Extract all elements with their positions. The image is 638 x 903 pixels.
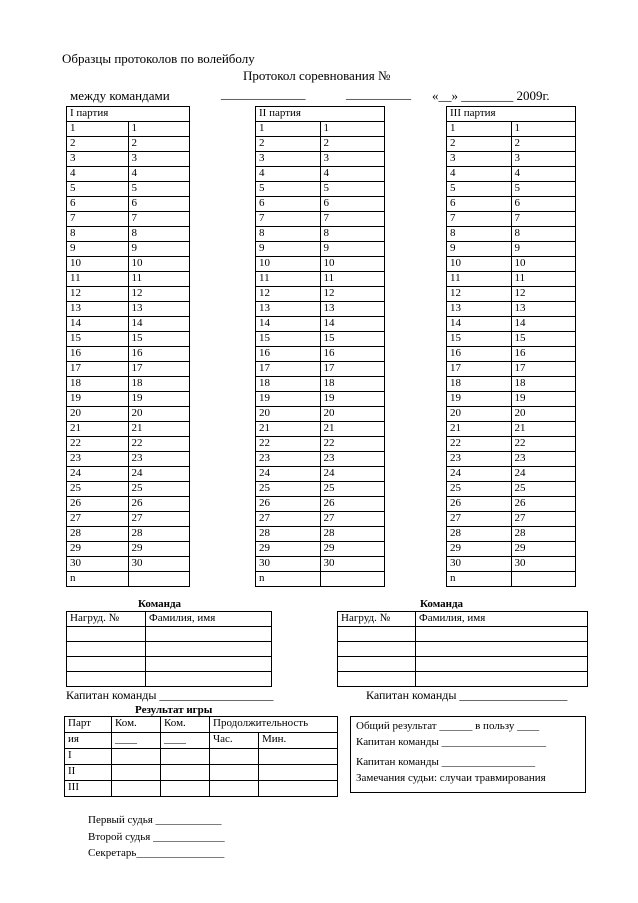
party-header: I партия bbox=[67, 107, 190, 122]
team-a-point[interactable]: 10 bbox=[67, 257, 129, 272]
team-cell[interactable] bbox=[338, 672, 416, 687]
second-judge: Второй судья _____________ bbox=[88, 831, 225, 843]
team-a-point[interactable]: 18 bbox=[256, 377, 321, 392]
team-b-point[interactable]: 20 bbox=[511, 407, 576, 422]
team-cell[interactable] bbox=[416, 672, 588, 687]
team-b-point[interactable]: 7 bbox=[128, 212, 190, 227]
team-table-right bbox=[337, 611, 588, 687]
team-b-point[interactable]: 6 bbox=[511, 197, 576, 212]
team-cell[interactable] bbox=[338, 642, 416, 657]
team-a-point[interactable]: 18 bbox=[67, 377, 129, 392]
team-a-point[interactable]: 10 bbox=[447, 257, 512, 272]
team-b-point[interactable]: 13 bbox=[320, 302, 385, 317]
team-b-point[interactable]: 28 bbox=[128, 527, 190, 542]
team-b-point[interactable]: 27 bbox=[320, 512, 385, 527]
team-a-point[interactable]: 28 bbox=[256, 527, 321, 542]
team-a-point[interactable]: 14 bbox=[447, 317, 512, 332]
team-a-point[interactable]: 17 bbox=[256, 362, 321, 377]
result-cell[interactable] bbox=[210, 765, 259, 781]
team-a-point[interactable]: 14 bbox=[67, 317, 129, 332]
party-header: III партия bbox=[447, 107, 576, 122]
team-a-point[interactable]: 30 bbox=[256, 557, 321, 572]
team-b-point[interactable]: 13 bbox=[511, 302, 576, 317]
team-b-point[interactable]: 23 bbox=[320, 452, 385, 467]
team-b-point[interactable]: 26 bbox=[128, 497, 190, 512]
team-b-point[interactable]: 1 bbox=[320, 122, 385, 137]
team-b-point[interactable]: 7 bbox=[320, 212, 385, 227]
team-b-point[interactable]: 3 bbox=[511, 152, 576, 167]
team-a-point[interactable]: 21 bbox=[256, 422, 321, 437]
team-a-point[interactable]: 22 bbox=[67, 437, 129, 452]
team-a-point[interactable]: 4 bbox=[67, 167, 129, 182]
first-judge: Первый судья ____________ bbox=[88, 814, 222, 826]
team-a-point[interactable]: 20 bbox=[447, 407, 512, 422]
party-table-1 bbox=[66, 106, 190, 587]
summary-captain-2: Капитан команды _________________ bbox=[356, 756, 536, 768]
team-a-point[interactable]: 19 bbox=[447, 392, 512, 407]
team-a-point[interactable]: 25 bbox=[67, 482, 129, 497]
team-b-point[interactable]: 22 bbox=[320, 437, 385, 452]
team-a-point[interactable]: 20 bbox=[67, 407, 129, 422]
team-a-point[interactable]: 25 bbox=[447, 482, 512, 497]
team-a-point[interactable]: 30 bbox=[447, 557, 512, 572]
team-a-point[interactable]: 29 bbox=[447, 542, 512, 557]
team-b-point[interactable]: 2 bbox=[320, 137, 385, 152]
team-a-point[interactable]: 26 bbox=[256, 497, 321, 512]
team-b-point[interactable]: 27 bbox=[128, 512, 190, 527]
team-a-point[interactable]: 1 bbox=[256, 122, 321, 137]
last-row-cell[interactable] bbox=[511, 572, 576, 587]
team-b-point[interactable]: 3 bbox=[320, 152, 385, 167]
captain-right: Капитан команды __________________ bbox=[366, 688, 568, 702]
team-a-point[interactable]: 28 bbox=[67, 527, 129, 542]
team-a-point[interactable]: 15 bbox=[67, 332, 129, 347]
team-b-point[interactable]: 24 bbox=[511, 467, 576, 482]
result-cell[interactable] bbox=[259, 781, 338, 797]
team-a-point[interactable]: 29 bbox=[256, 542, 321, 557]
team-a-point[interactable]: 12 bbox=[67, 287, 129, 302]
last-row-cell[interactable] bbox=[128, 572, 190, 587]
team-a-point[interactable]: 7 bbox=[447, 212, 512, 227]
team-b-point[interactable]: 14 bbox=[320, 317, 385, 332]
team-b-point[interactable]: 12 bbox=[128, 287, 190, 302]
team-a-point[interactable]: 7 bbox=[256, 212, 321, 227]
team-b-point[interactable]: 15 bbox=[128, 332, 190, 347]
team-b-point[interactable]: 5 bbox=[128, 182, 190, 197]
team-b-point[interactable]: 15 bbox=[511, 332, 576, 347]
team-b-point[interactable]: 1 bbox=[128, 122, 190, 137]
col-team2-blank: ____ bbox=[161, 733, 210, 749]
col-number-header: Нагруд. № bbox=[338, 612, 416, 627]
team-a-point[interactable]: 19 bbox=[256, 392, 321, 407]
team-b-point[interactable]: 9 bbox=[128, 242, 190, 257]
team-b-point[interactable]: 10 bbox=[128, 257, 190, 272]
team-cell[interactable] bbox=[67, 657, 146, 672]
team-cell[interactable] bbox=[338, 627, 416, 642]
team-b-point[interactable]: 18 bbox=[320, 377, 385, 392]
team-a-point[interactable]: 9 bbox=[447, 242, 512, 257]
team-a-point[interactable]: 11 bbox=[447, 272, 512, 287]
team-b-point[interactable]: 16 bbox=[128, 347, 190, 362]
team-b-point[interactable]: 23 bbox=[128, 452, 190, 467]
team-b-point[interactable]: 7 bbox=[511, 212, 576, 227]
result-cell[interactable] bbox=[112, 765, 161, 781]
result-table bbox=[64, 716, 338, 797]
team-a-point[interactable]: 10 bbox=[256, 257, 321, 272]
team-cell[interactable] bbox=[67, 672, 146, 687]
party-table-3 bbox=[446, 106, 576, 587]
team-a-point[interactable]: 21 bbox=[447, 422, 512, 437]
team-a-point[interactable]: 3 bbox=[447, 152, 512, 167]
team2-blank: __________ bbox=[346, 86, 411, 101]
team-b-point[interactable]: 19 bbox=[511, 392, 576, 407]
col-minutes-header: Мин. bbox=[259, 733, 338, 749]
team-b-point[interactable]: 29 bbox=[128, 542, 190, 557]
team-b-point[interactable]: 10 bbox=[320, 257, 385, 272]
team-b-point[interactable]: 13 bbox=[128, 302, 190, 317]
team-b-point[interactable]: 12 bbox=[320, 287, 385, 302]
team-b-point[interactable]: 26 bbox=[320, 497, 385, 512]
result-cell[interactable] bbox=[112, 749, 161, 765]
overall-result: Общий результат ______ в пользу ____ bbox=[356, 720, 540, 732]
team-b-point[interactable]: 6 bbox=[128, 197, 190, 212]
team-b-point[interactable]: 17 bbox=[320, 362, 385, 377]
secretary: Секретарь________________ bbox=[88, 847, 225, 859]
summary-captain-1: Капитан команды ___________________ bbox=[356, 736, 547, 748]
team-b-point[interactable]: 19 bbox=[128, 392, 190, 407]
team-a-point[interactable]: 27 bbox=[67, 512, 129, 527]
team-a-point[interactable]: 2 bbox=[256, 137, 321, 152]
team-b-point[interactable]: 2 bbox=[128, 137, 190, 152]
result-cell[interactable] bbox=[210, 749, 259, 765]
team-a-point[interactable]: 9 bbox=[67, 242, 129, 257]
team-cell[interactable] bbox=[67, 642, 146, 657]
team-a-point[interactable]: 23 bbox=[447, 452, 512, 467]
team-a-point[interactable]: 12 bbox=[256, 287, 321, 302]
team-a-point[interactable]: 19 bbox=[67, 392, 129, 407]
team-a-point[interactable]: 2 bbox=[447, 137, 512, 152]
col-team2-header: Ком. bbox=[161, 717, 210, 733]
col-duration-header: Продолжительность bbox=[210, 717, 338, 733]
team-b-point[interactable]: 6 bbox=[320, 197, 385, 212]
team-b-point[interactable]: 4 bbox=[128, 167, 190, 182]
team-b-point[interactable]: 16 bbox=[320, 347, 385, 362]
team-a-point[interactable]: 22 bbox=[256, 437, 321, 452]
team-b-point[interactable]: 14 bbox=[128, 317, 190, 332]
col-team1-header: Ком. bbox=[112, 717, 161, 733]
result-row-label: I bbox=[65, 749, 112, 765]
team-b-point[interactable]: 30 bbox=[511, 557, 576, 572]
team-a-point[interactable]: 13 bbox=[67, 302, 129, 317]
team-a-point[interactable]: 6 bbox=[67, 197, 129, 212]
team-a-point[interactable]: 14 bbox=[256, 317, 321, 332]
team-b-point[interactable]: 22 bbox=[511, 437, 576, 452]
team-cell[interactable] bbox=[416, 657, 588, 672]
team-a-point[interactable]: 13 bbox=[447, 302, 512, 317]
team-a-point[interactable]: 26 bbox=[67, 497, 129, 512]
team-b-point[interactable]: 11 bbox=[511, 272, 576, 287]
team-b-point[interactable]: 10 bbox=[511, 257, 576, 272]
team-a-point[interactable]: 21 bbox=[67, 422, 129, 437]
team-b-point[interactable]: 5 bbox=[320, 182, 385, 197]
team-a-point[interactable]: 17 bbox=[447, 362, 512, 377]
team-a-point[interactable]: 9 bbox=[256, 242, 321, 257]
team-b-point[interactable]: 17 bbox=[511, 362, 576, 377]
team-b-point[interactable]: 8 bbox=[128, 227, 190, 242]
team-b-point[interactable]: 21 bbox=[128, 422, 190, 437]
team-a-point[interactable]: 5 bbox=[447, 182, 512, 197]
col-team1-blank: ____ bbox=[112, 733, 161, 749]
team-b-point[interactable]: 4 bbox=[511, 167, 576, 182]
team-b-point[interactable]: 19 bbox=[320, 392, 385, 407]
team-b-point[interactable]: 25 bbox=[511, 482, 576, 497]
team-b-point[interactable]: 3 bbox=[128, 152, 190, 167]
team-cell[interactable] bbox=[67, 627, 146, 642]
team-a-point[interactable]: 12 bbox=[447, 287, 512, 302]
team-b-point[interactable]: 24 bbox=[320, 467, 385, 482]
team-cell[interactable] bbox=[146, 642, 272, 657]
result-cell[interactable] bbox=[161, 749, 210, 765]
team-a-point[interactable]: 23 bbox=[67, 452, 129, 467]
team-a-point[interactable]: 24 bbox=[447, 467, 512, 482]
team-a-point[interactable]: 30 bbox=[67, 557, 129, 572]
team-a-point[interactable]: 3 bbox=[256, 152, 321, 167]
team-a-point[interactable]: 2 bbox=[67, 137, 129, 152]
col-party-header-1: Парт bbox=[65, 717, 112, 733]
team-a-point[interactable]: 8 bbox=[447, 227, 512, 242]
team-b-point[interactable]: 25 bbox=[128, 482, 190, 497]
team-b-point[interactable]: 8 bbox=[320, 227, 385, 242]
team-a-point[interactable]: 6 bbox=[447, 197, 512, 212]
team-b-point[interactable]: 28 bbox=[511, 527, 576, 542]
team-b-point[interactable]: 25 bbox=[320, 482, 385, 497]
team-a-point[interactable]: 15 bbox=[447, 332, 512, 347]
team-a-point[interactable]: 16 bbox=[447, 347, 512, 362]
team-b-point[interactable]: 4 bbox=[320, 167, 385, 182]
team-b-point[interactable]: 21 bbox=[511, 422, 576, 437]
team-a-point[interactable]: 24 bbox=[67, 467, 129, 482]
team-b-point[interactable]: 9 bbox=[511, 242, 576, 257]
date-field: «__» ________ 2009г. bbox=[432, 88, 550, 103]
team-b-point[interactable]: 23 bbox=[511, 452, 576, 467]
protocol-title: Протокол соревнования № bbox=[243, 68, 391, 83]
team-b-point[interactable]: 29 bbox=[320, 542, 385, 557]
team-b-point[interactable]: 24 bbox=[128, 467, 190, 482]
team-a-point[interactable]: 17 bbox=[67, 362, 129, 377]
team-a-point[interactable]: 1 bbox=[67, 122, 129, 137]
team-a-point[interactable]: 3 bbox=[67, 152, 129, 167]
team-b-point[interactable]: 22 bbox=[128, 437, 190, 452]
team-b-point[interactable]: 5 bbox=[511, 182, 576, 197]
team-a-point[interactable]: 15 bbox=[256, 332, 321, 347]
result-row-label: III bbox=[65, 781, 112, 797]
team-b-point[interactable]: 18 bbox=[128, 377, 190, 392]
team-a-point[interactable]: 8 bbox=[67, 227, 129, 242]
team-b-point[interactable]: 26 bbox=[511, 497, 576, 512]
team-a-point[interactable]: 8 bbox=[256, 227, 321, 242]
team-a-point[interactable]: 24 bbox=[256, 467, 321, 482]
team-a-point[interactable]: 6 bbox=[256, 197, 321, 212]
result-row-label: II bbox=[65, 765, 112, 781]
result-cell[interactable] bbox=[210, 781, 259, 797]
team-b-point[interactable]: 15 bbox=[320, 332, 385, 347]
team-a-point[interactable]: 22 bbox=[447, 437, 512, 452]
team-cell[interactable] bbox=[338, 657, 416, 672]
col-name-header: Фамилия, имя bbox=[416, 612, 588, 627]
team-b-point[interactable]: 9 bbox=[320, 242, 385, 257]
team-b-point[interactable]: 17 bbox=[128, 362, 190, 377]
col-number-header: Нагруд. № bbox=[67, 612, 146, 627]
summary-box bbox=[350, 716, 586, 793]
team-a-point[interactable]: 20 bbox=[256, 407, 321, 422]
team-b-point[interactable]: 8 bbox=[511, 227, 576, 242]
team-b-point[interactable]: 30 bbox=[320, 557, 385, 572]
team-a-point[interactable]: 23 bbox=[256, 452, 321, 467]
team-b-point[interactable]: 2 bbox=[511, 137, 576, 152]
team-a-point[interactable]: 13 bbox=[256, 302, 321, 317]
result-cell[interactable] bbox=[161, 765, 210, 781]
team-a-point[interactable]: 16 bbox=[256, 347, 321, 362]
team-a-point[interactable]: 27 bbox=[447, 512, 512, 527]
team-b-point[interactable]: 21 bbox=[320, 422, 385, 437]
team-a-point[interactable]: 1 bbox=[447, 122, 512, 137]
result-cell[interactable] bbox=[259, 765, 338, 781]
team-b-point[interactable]: 18 bbox=[511, 377, 576, 392]
team-table-left bbox=[66, 611, 272, 687]
col-hours-header: Час. bbox=[210, 733, 259, 749]
team1-blank: _____________ bbox=[221, 86, 306, 101]
between-teams-label: между командами bbox=[70, 88, 170, 103]
last-row-cell[interactable] bbox=[320, 572, 385, 587]
team-a-point[interactable]: 7 bbox=[67, 212, 129, 227]
result-cell[interactable] bbox=[161, 781, 210, 797]
team-b-point[interactable]: 27 bbox=[511, 512, 576, 527]
team-a-point[interactable]: 25 bbox=[256, 482, 321, 497]
team-a-point[interactable]: 29 bbox=[67, 542, 129, 557]
team-cell[interactable] bbox=[146, 657, 272, 672]
last-row-label: n bbox=[256, 572, 321, 587]
team-b-point[interactable]: 1 bbox=[511, 122, 576, 137]
team-a-point[interactable]: 5 bbox=[256, 182, 321, 197]
team-cell[interactable] bbox=[146, 672, 272, 687]
team-a-point[interactable]: 18 bbox=[447, 377, 512, 392]
col-name-header: Фамилия, имя bbox=[146, 612, 272, 627]
team-a-point[interactable]: 11 bbox=[256, 272, 321, 287]
team-cell[interactable] bbox=[416, 627, 588, 642]
team-b-point[interactable]: 20 bbox=[320, 407, 385, 422]
team-b-point[interactable]: 16 bbox=[511, 347, 576, 362]
team-b-point[interactable]: 30 bbox=[128, 557, 190, 572]
team-a-point[interactable]: 16 bbox=[67, 347, 129, 362]
team-a-point[interactable]: 26 bbox=[447, 497, 512, 512]
result-cell[interactable] bbox=[112, 781, 161, 797]
team-a-point[interactable]: 11 bbox=[67, 272, 129, 287]
team-b-point[interactable]: 14 bbox=[511, 317, 576, 332]
last-row-label: n bbox=[67, 572, 129, 587]
team-a-point[interactable]: 4 bbox=[256, 167, 321, 182]
team-b-point[interactable]: 11 bbox=[128, 272, 190, 287]
team-b-point[interactable]: 20 bbox=[128, 407, 190, 422]
team-heading-right: Команда bbox=[420, 598, 464, 610]
party-header: II партия bbox=[256, 107, 385, 122]
team-a-point[interactable]: 28 bbox=[447, 527, 512, 542]
team-a-point[interactable]: 5 bbox=[67, 182, 129, 197]
last-row-label: n bbox=[447, 572, 512, 587]
result-cell[interactable] bbox=[259, 749, 338, 765]
document-title: Образцы протоколов по волейболу bbox=[62, 51, 255, 66]
col-party-header-2: ия bbox=[65, 733, 112, 749]
team-b-point[interactable]: 12 bbox=[511, 287, 576, 302]
team-cell[interactable] bbox=[416, 642, 588, 657]
captain-left: Капитан команды ___________________ bbox=[66, 688, 274, 702]
team-heading-left: Команда bbox=[138, 598, 182, 610]
team-a-point[interactable]: 4 bbox=[447, 167, 512, 182]
team-b-point[interactable]: 28 bbox=[320, 527, 385, 542]
party-table-2 bbox=[255, 106, 385, 587]
judge-remarks: Замечания судьи: случаи травмирования bbox=[356, 772, 546, 784]
result-heading: Результат игры bbox=[135, 704, 213, 716]
team-cell[interactable] bbox=[146, 627, 272, 642]
team-a-point[interactable]: 27 bbox=[256, 512, 321, 527]
team-b-point[interactable]: 11 bbox=[320, 272, 385, 287]
team-b-point[interactable]: 29 bbox=[511, 542, 576, 557]
